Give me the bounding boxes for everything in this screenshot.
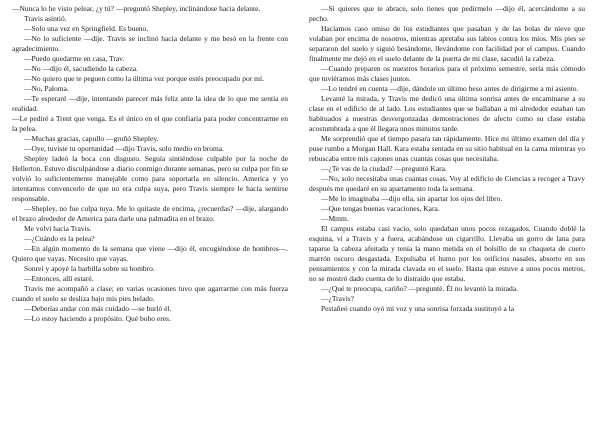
paragraph: —¿Te vas de la ciudad? —preguntó Kara.: [321, 164, 447, 173]
paragraph: El campus estaba casi vacío, solo quedaban unos pocos rezagados. Cuando doblé la esquina, vi a Travis y a fuera, acabándose un cigarrillo. Llevaba un gorro de lana para taparse la cabeza afeitada y tenía la mano metida en el bolsillo de su chaqueta de cuero marrón oscuro desgastada. Expulsaba el humo por los orificios nasales, absorto en sus pensamientos y con la mirada clavada en el suelo. Hasta que estuve a unos pocos metros, no se mostró dado cuenta de lo distraído que estaba.: [309, 224, 585, 283]
paragraph: —¿Cuándo es la pelea?: [24, 234, 95, 243]
paragraph: —No, Paloma.: [24, 84, 69, 93]
paragraph: —Que tengas buenas vacaciones, Kara.: [321, 204, 440, 213]
paragraph: Shepley ladeó la boca con disgusto. Seguía sintiéndose culpable por la noche de Hellerton. Estuvo disculpándose a diario conmigo durante semanas, pero su culpa por fin se volvió lo suficientemente manejable como para soportarla en silencio. America y yo intentamos convencerlo de que no era culpa suya, pero Travis siempre le hacía sentirse responsable.: [12, 154, 288, 203]
paragraph: —Deberías andar con más cuidado —se burló él.: [24, 304, 172, 313]
paragraph: —Lo estoy haciendo a propósito. Qué bobo eres.: [24, 314, 171, 323]
paragraph: —Entonces, allí estaré.: [24, 274, 94, 283]
paragraph: —Me lo imaginaba —dijo ella, sin apartar los ojos del libro.: [321, 194, 503, 203]
paragraph: —No quiero que te peguen como la última vez porque estés preocupado por mí.: [24, 74, 264, 83]
right-text-column: [309, 4, 585, 314]
paragraph: Sonreí y apoyé la barbilla sobre su hombro.: [24, 264, 155, 273]
paragraph: —Muchas gracias, capullo —gruñó Shepley.: [24, 134, 159, 143]
paragraph: Levanté la mirada, y Travis me dedicó una última sonrisa antes de encaminarse a su clase en el edificio de al lado. Los estudiantes que se hallaban a mi alrededor estaban tan habituados a nuestras desvergonzadas demostraciones de afecto como su clase estaba acostumbrada a que él llegara unos minutos tarde.: [309, 94, 585, 133]
paragraph: —¿Qué te preocupa, cariño? —pregunté. Él no levantó la mirada.: [321, 284, 519, 293]
paragraph: —En algún momento de la semana que viene —dijo él, encogiéndose de hombros—. Quiero que vayas. Necesito que vayas.: [12, 244, 288, 263]
paragraph: Pestañeó cuando oyó mi voz y una sonrisa forzada sustituyó a la: [321, 304, 515, 313]
paragraph: —No —dijo él, sacudiendo la cabeza.: [24, 64, 138, 73]
paragraph: —Cuando preparen os nuestros horarios para el próximo semestre, sería más cómodo que tuviéramos más clases juntos.: [309, 64, 585, 83]
paragraph: —Solo una vez en Springfield. Es bueno.: [24, 24, 149, 33]
paragraph: —No lo suficiente —dije. Travis se inclinó hacia delante y me besó en la frente con agradecimiento.: [12, 34, 288, 53]
paragraph: Me volví hacia Travis.: [24, 224, 92, 233]
paragraph: Me sorprendió que el tiempo pasara tan rápidamente. Hice mi último examen del día y puse rumbo a Morgan Hall. Kara estaba sentada en su sitio habitual en la cama mientras yo rebuscaba entre mis cajones unas cuantas cosas que necesitaba.: [309, 134, 585, 163]
paragraph: —No, solo necesitaba unas cuantas cosas. Voy al edificio de Ciencias a recoger a Travy después me quedaré en su apartamento toda la semana.: [309, 174, 585, 193]
paragraph: —Si quieres que te abrace, solo tienes que pedírmelo —dijo él, acercándome a su pecho.: [309, 4, 585, 23]
paragraph: Travis asintió.: [24, 14, 67, 23]
paragraph: —Lo tendré en cuenta —dije, dándole un último beso antes de dirigirme a mi asiento.: [321, 84, 579, 93]
paragraph: —Nunca lo he visto pelear, ¿y tú? —preguntó Shepley, inclinándose hacia delante.: [12, 4, 261, 13]
paragraph: —Mmm.: [321, 214, 349, 223]
paragraph: —Te esperaré —dije, intentando parecer más feliz ante la idea de lo que me sentía en realidad.: [12, 94, 288, 113]
paragraph: —Shepley, no fue culpa tuya. Me lo quitaste de encima, ¿recuerdas? —dije, alargando el brazo alrededor de America para darle una palmadita en el brazo.: [12, 204, 288, 223]
paragraph: Travis me acompañó a clase; en varias ocasiones tuvo que agarrarme con más fuerza cuando el suelo se desliza bajo mis pies helado.: [12, 284, 288, 303]
paragraph: Hacíamos caso omiso de los estudiantes que pasaban y de las bolas de nieve que volaban por encima de nosotros, mientras apretaba sus labios contra los míos. Mis pies se separaron del suelo y siguió besándome, llevándome con facilidad por el campus. Cuando finalmente me dejó en el suelo delante de la puerta de mi clase, sacudió la cabeza.: [309, 24, 585, 63]
paragraph: —Le pediré a Trent que venga. Es el único en el que confiaría para poder concentrarme en la pelea.: [12, 114, 288, 133]
paragraph: —¿Travis?: [321, 294, 355, 303]
paragraph: —Puedo quedarme en casa, Trav.: [24, 54, 125, 63]
paragraph: —Oye, tuviste tu oportunidad —dijo Travis, solo medio en broma.: [24, 144, 224, 153]
left-text-column: [12, 4, 288, 324]
